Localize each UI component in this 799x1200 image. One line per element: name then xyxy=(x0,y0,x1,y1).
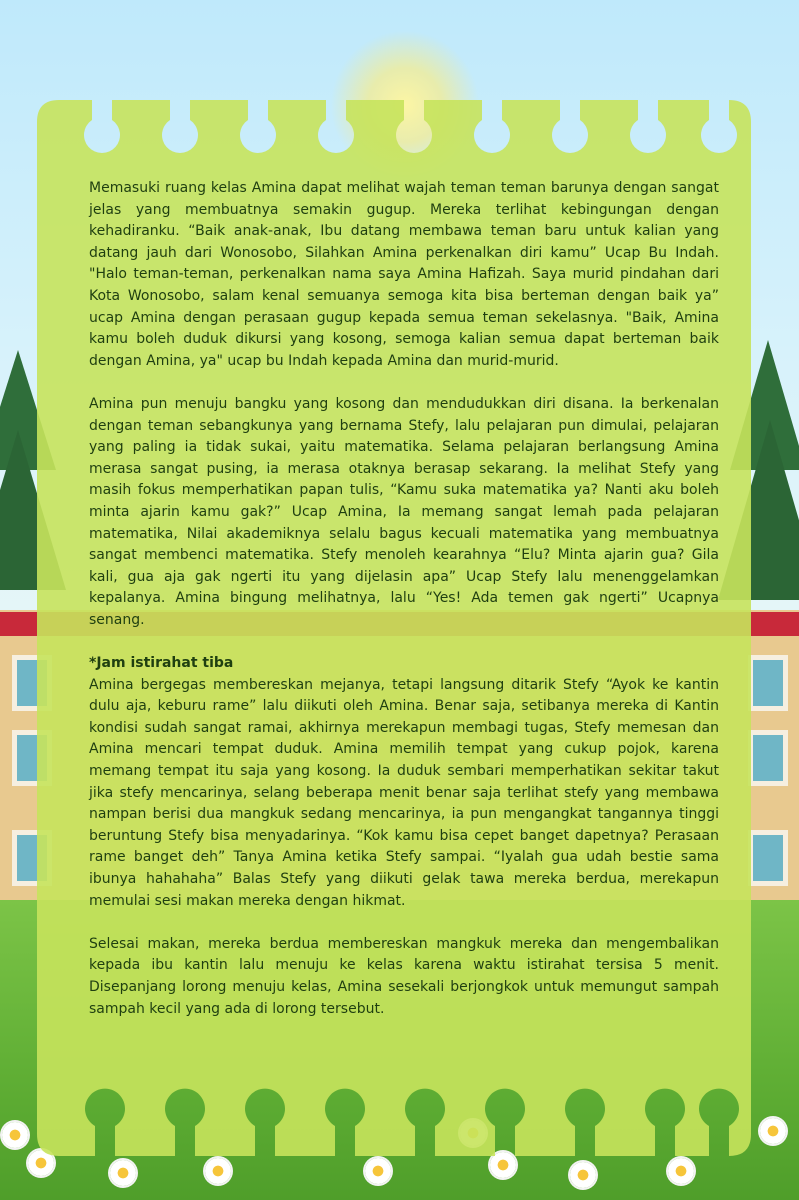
daisy-flower xyxy=(760,1118,786,1144)
story-paragraph: Amina pun menuju bangku yang kosong dan mendudukkan diri disana. Ia berkenalan dengan teman sebangkunya yang bernama Stefy, lalu pelajaran pun dimulai, pelajaran yang paling ia tidak sukai, yaitu matematika. Selama pelajaran berlangsung Amina merasa sangat pusing, ia merasa otaknya berasap sekarang. Ia melihat Stefy yang masih fokus memperhatikan papan tulis, “Kamu suka matematika ya? Nanti aku boleh minta ajarin kamu gak?” Ucap Amina, Ia memang sangat lemah pada pelajaran matematika, Nilai akademiknya selalu bagus kecuali matematika yang membuatnya sangat membenci matematika. Stefy menoleh kearahnya “Elu? Minta ajarin gua? Gila kali, gua aja gak ngerti itu yang dijelasin apa” Ucap Stefy lalu menenggelamkan kepalanya. Amina bingung melihatnya, lalu “Yes! Ada temen gak ngerti” Ucapnya senang. xyxy=(89,395,719,628)
story-paragraph: Selesai makan, mereka berdua membereskan mangkuk mereka dan mengembalikan kepada ibu kantin lalu menuju ke kelas karena waktu istirahat tersisa 5 menit. Disepanjang lorong menuju kelas, Amina sesekali berjongkok untuk memungut sampah sampah kecil yang ada di lorong tersebut. xyxy=(89,935,719,1017)
daisy-flower xyxy=(668,1158,694,1184)
story-paragraph: Memasuki ruang kelas Amina dapat melihat wajah teman teman barunya dengan sangat jelas yang membuatnya semakin gugup. Mereka terlihat kebingungan dengan kehadiranku. “Baik anak-anak, Ibu datang membawa teman baru untuk kalian yang datang jauh dari Wonosobo, Silahkan Amina perkenalkan diri kamu” Ucap Bu Indah. "Halo teman-teman, perkenalkan nama saya Amina Hafizah. Saya murid pindahan dari Kota Wonosobo, salam kenal semuanya semoga kita bisa berteman dengan baik ya” ucap Amina dengan perasaan gugup kepada semua teman sekelasnya. "Baik, Amina kamu boleh duduk dikursi yang kosong, semoga kalian semua dapat berteman baik dengan Amina, ya" ucap bu Indah kepada Amina dan murid-murid. xyxy=(89,180,719,369)
school-window xyxy=(748,730,788,786)
school-window xyxy=(748,655,788,711)
school-window xyxy=(748,830,788,886)
daisy-flower xyxy=(570,1162,596,1188)
section-heading: *Jam istirahat tiba xyxy=(89,655,234,672)
daisy-flower xyxy=(2,1122,28,1148)
daisy-flower xyxy=(365,1158,391,1184)
daisy-flower xyxy=(110,1160,136,1186)
story-paragraph: Amina bergegas membereskan mejanya, tetapi langsung ditarik Stefy “Ayok ke kantin dulu aja, keburu rame” lalu diikuti oleh Amina. Benar saja, setibanya mereka di Kantin kondisi sudah sangat ramai, akhirnya merekapun membagi tugas, Stefy memesan dan Amina mencari tempat duduk. Amina memilih tempat yang cukup pojok, karena memang tempat itu saja yang kosong. Ia duduk sembari memperhatikan sekitar takut jika stefy mencarinya, selang beberapa menit benar saja terlihat stefy yang membawa nampan berisi dua mangkuk sedang mencarinya, ia pun mengangkat tangannya tinggi beruntung Stefy bisa menyadarinya. “Kok kamu bisa cepet banget dapetnya? Perasaan rame banget deh” Tanya Amina ketika Stefy sampai. “Iyalah gua udah bestie sama ibunya hahahaha” Balas Stefy yang diikuti gelak tawa mereka berdua, merekapun memulai sesi makan mereka dengan hikmat. xyxy=(89,676,719,909)
story-text xyxy=(89,178,719,1020)
daisy-flower xyxy=(205,1158,231,1184)
